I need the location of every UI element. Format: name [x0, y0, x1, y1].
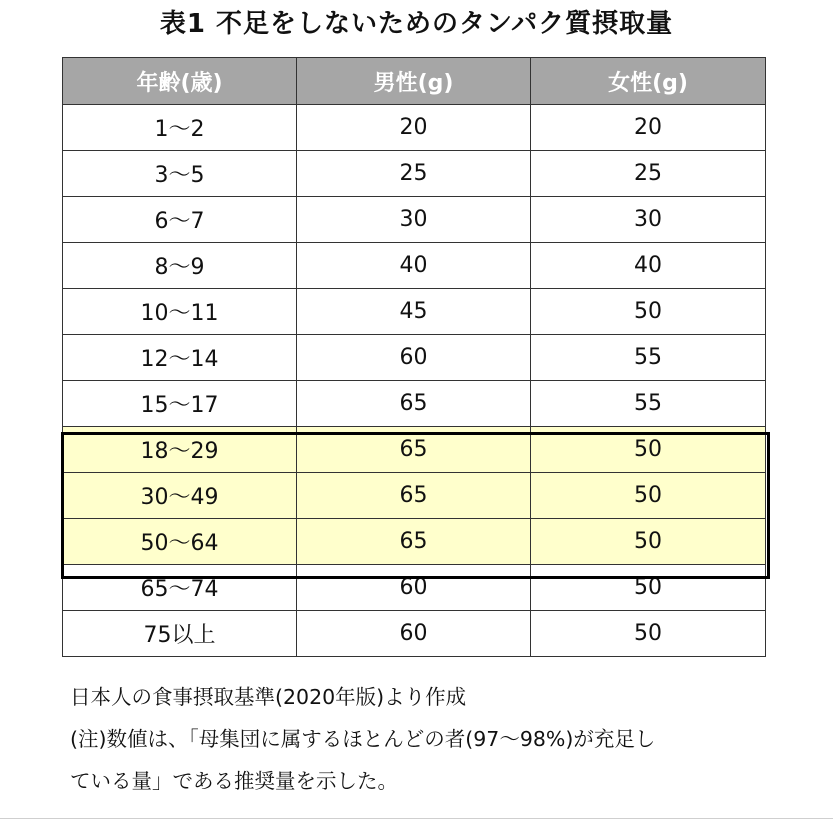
- female-cell: 55: [531, 335, 766, 381]
- table-row: [63, 243, 766, 289]
- bottom-divider: [0, 818, 833, 819]
- highlighted-row: [63, 519, 766, 565]
- notes: [70, 676, 830, 802]
- table-title: 表1 不足をしないためのタンパク質摂取量: [159, 9, 674, 39]
- male-cell: 65: [297, 473, 531, 519]
- table-row: [63, 105, 766, 151]
- male-cell: 60: [297, 611, 531, 657]
- male-cell: 65: [297, 381, 531, 427]
- table-row: [63, 197, 766, 243]
- protein-intake-table: [62, 57, 766, 657]
- age-cell: 3〜5: [63, 151, 297, 197]
- male-cell: 40: [297, 243, 531, 289]
- table-row: [63, 565, 766, 611]
- header-age: 年齢(歳): [63, 58, 297, 105]
- female-cell: 50: [531, 427, 766, 473]
- header-female: 女性(g): [531, 58, 766, 105]
- male-cell: 60: [297, 565, 531, 611]
- female-cell: 50: [531, 473, 766, 519]
- female-cell: 50: [531, 519, 766, 565]
- age-cell: 50〜64: [63, 519, 297, 565]
- male-cell: 45: [297, 289, 531, 335]
- female-cell: 50: [531, 289, 766, 335]
- table-row: [63, 381, 766, 427]
- female-cell: 55: [531, 381, 766, 427]
- female-cell: 30: [531, 197, 766, 243]
- age-cell: 12〜14: [63, 335, 297, 381]
- male-cell: 30: [297, 197, 531, 243]
- male-cell: 25: [297, 151, 531, 197]
- explanation-note-line1: (注)数値は、「母集団に属するほとんどの者(97〜98%)が充足し: [70, 727, 656, 751]
- male-cell: 65: [297, 427, 531, 473]
- source-note: 日本人の食事摂取基準(2020年版)より作成: [70, 685, 467, 709]
- explanation-note-line2: ている量」である推奨量を示した。: [70, 769, 398, 793]
- table-row: [63, 151, 766, 197]
- female-cell: 20: [531, 105, 766, 151]
- age-cell: 15〜17: [63, 381, 297, 427]
- age-cell: 65〜74: [63, 565, 297, 611]
- age-cell: 8〜9: [63, 243, 297, 289]
- table-header-row: [63, 58, 766, 105]
- header-male: 男性(g): [297, 58, 531, 105]
- table-row: [63, 611, 766, 657]
- age-cell: 18〜29: [63, 427, 297, 473]
- female-cell: 40: [531, 243, 766, 289]
- table-row: [63, 289, 766, 335]
- age-cell: 30〜49: [63, 473, 297, 519]
- highlighted-row: [63, 427, 766, 473]
- male-cell: 60: [297, 335, 531, 381]
- female-cell: 50: [531, 611, 766, 657]
- female-cell: 50: [531, 565, 766, 611]
- table-row: [63, 335, 766, 381]
- age-cell: 10〜11: [63, 289, 297, 335]
- male-cell: 20: [297, 105, 531, 151]
- female-cell: 25: [531, 151, 766, 197]
- age-cell: 1〜2: [63, 105, 297, 151]
- age-cell: 6〜7: [63, 197, 297, 243]
- male-cell: 65: [297, 519, 531, 565]
- age-cell: 75以上: [63, 611, 297, 657]
- highlighted-row: [63, 473, 766, 519]
